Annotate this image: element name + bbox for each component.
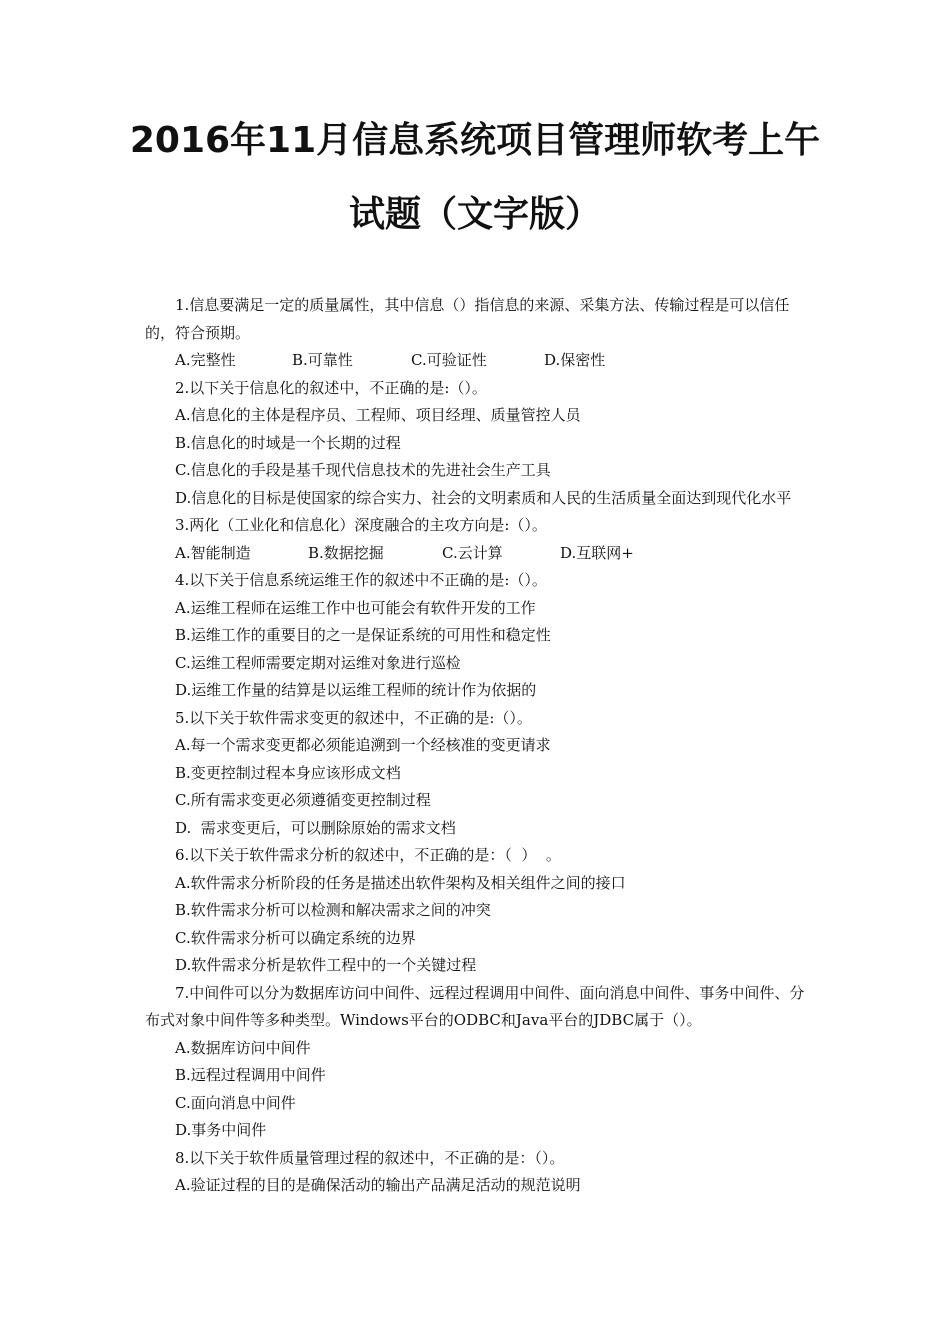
question-4-option-d: D.运维工作量的结算是以运维工程师的统计作为依据的 <box>175 681 537 699</box>
question-8-stem: 8.以下关于软件质量管理过程的叙述中，不正确的是：（）。 <box>175 1148 565 1167</box>
page-title-line2: 试题（文字版） <box>348 194 601 235</box>
question-4-option-c: C.运维工程师需要定期对运维对象进行巡检 <box>175 653 461 672</box>
question-6-option-c: C.软件需求分析可以确定系统的边界 <box>175 928 416 947</box>
question-7-option-b: B.远程过程调用中间件 <box>175 1066 326 1084</box>
question-3-option-c: C.云计算 <box>442 543 503 562</box>
question-1-option-b: B.可靠性 <box>292 351 353 369</box>
question-3-options <box>145 540 810 568</box>
question-2-option-a: A.信息化的主体是程序员、工程师、项目经理、质量管控人员 <box>175 406 581 424</box>
question-6-stem: 6.以下关于软件需求分析的叙述中，不正确的是：（ ） 。 <box>175 846 561 864</box>
question-6-option-a: A.软件需求分析阶段的任务是描述出软件架构及相关组件之间的接口 <box>175 873 626 892</box>
question-2-option-c: C.信息化的手段是基千现代信息技术的先进社会生产工具 <box>175 461 551 479</box>
page-title-line1: 2016年11月信息系统项目管理师软考上午 <box>129 120 821 161</box>
question-1-option-a: A.完整性 <box>175 351 236 369</box>
question-7-option-a: A.数据库访问中间件 <box>175 1038 311 1057</box>
question-5-option-d: D. 需求变更后，可以删除原始的需求文档 <box>175 818 456 837</box>
question-2-option-d: D.信息化的目标是使国家的综合实力、社会的文明素质和人民的生活质量全面达到现代化水平 <box>175 488 792 507</box>
question-4-option-b: B.运维工作的重要目的之一是保证系统的可用性和稳定性 <box>175 626 551 644</box>
question-1-options <box>145 347 810 375</box>
question-6-option-d: D.软件需求分析是软件工程中的一个关键过程 <box>175 956 477 974</box>
question-7-stem: 7.中间件可以分为数据库访问中间件、远程过程调用中间件、面向消息中间件、事务中间件、分布式对象中间件等多种类型。Windows平台的ODBC和Java平台的JDBC属于（）。 <box>145 983 805 1029</box>
question-5-option-a: A.每一个需求变更都必须能追溯到一个经核准的变更请求 <box>175 736 551 754</box>
question-7-option-d: D.事务中间件 <box>175 1121 267 1139</box>
question-3-stem: 3.两化（工业化和信息化）深度融合的主攻方向是:（）。 <box>175 516 547 534</box>
question-2-stem: 2.以下关于信息化的叙述中，不正确的是:（）。 <box>175 378 487 397</box>
question-8-option-a: A.验证过程的目的是确保活动的输出产品满足活动的规范说明 <box>175 1176 581 1194</box>
question-4-option-a: A.运维工程师在运维工作中也可能会有软件开发的工作 <box>175 598 536 617</box>
question-5-stem: 5.以下关于软件需求变更的叙述中，不正确的是:（）。 <box>175 708 532 727</box>
question-5-option-b: B.变更控制过程本身应该形成文档 <box>175 763 401 782</box>
question-4-stem: 4.以下关于信息系统运维王作的叙述中不正确的是:（）。 <box>175 571 547 589</box>
question-7-option-c: C.面向消息中间件 <box>175 1093 296 1112</box>
question-2-option-b: B.信息化的时域是一个长期的过程 <box>175 433 401 452</box>
question-6-option-b: B.软件需求分析可以检测和解决需求之间的冲突 <box>175 901 491 919</box>
question-1-option-d: D.保密性 <box>544 351 606 369</box>
question-list <box>145 292 810 1200</box>
question-3-option-b: B.数据挖掘 <box>308 543 384 562</box>
question-5-option-c: C.所有需求变更必须遵循变更控制过程 <box>175 791 431 809</box>
question-3-option-d: D.互联网+ <box>560 543 634 562</box>
question-3-option-a: A.智能制造 <box>175 543 251 562</box>
question-1-option-c: C.可验证性 <box>411 351 487 369</box>
question-1-stem: 1.信息要满足一定的质量属性，其中信息（）指信息的来源、采集方法、传输过程是可以信任的，符合预期。 <box>145 296 790 342</box>
